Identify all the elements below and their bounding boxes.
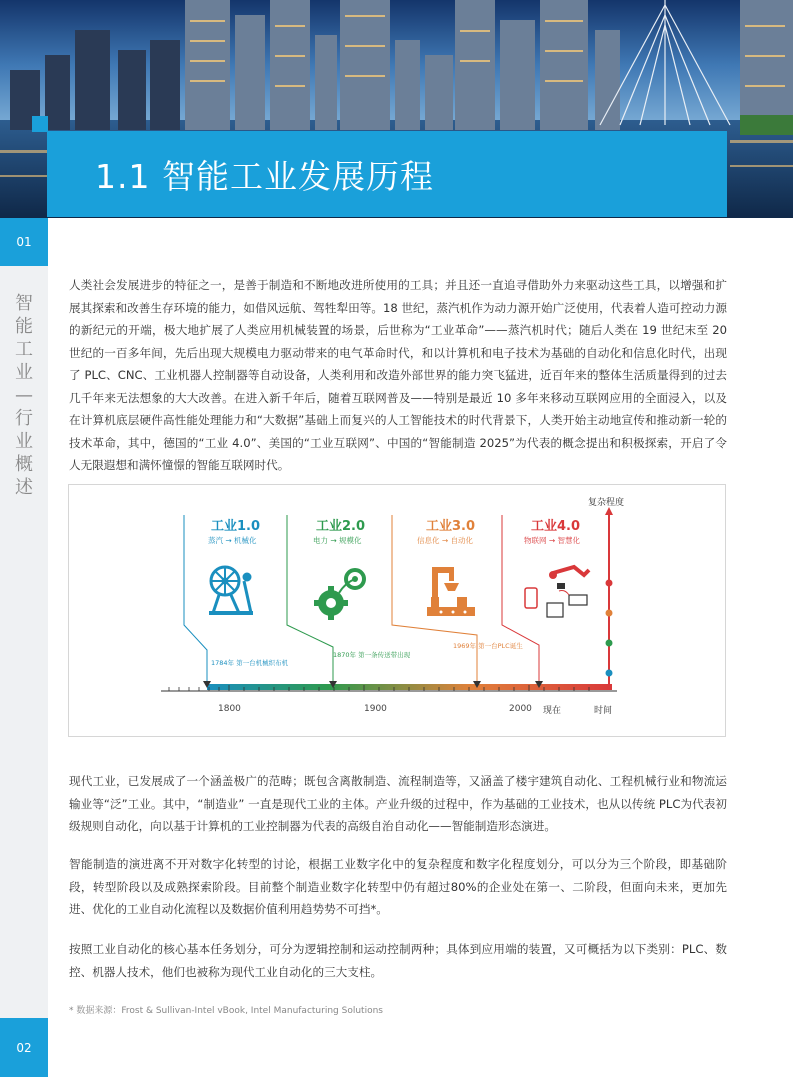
paragraph-intro: 人类社会发展进步的特征之一，是善于制造和不断地改进所使用的工具；并且还一直追寻借助外力来驱动这些工具，以增强和扩展其探索和改善生存环境的能力，如借风远航、驾牲犁田等。18 世纪，蒸汽机作为动力源开始广泛使用，代表着人造可控动力源的新纪元的开端，极大地扩展了人类应用机械装置的场景，后世称为“工业革命”——蒸汽机时代；随后人类在 19 世纪末至 20 世纪的一百多年间，先后出现大规模电力驱动带来的电气革命时代，和以计算机和电子技术为基础的自动化和信息化时代，出现了 PLC、CNC、工业机器人控制器等自动设备，人类利用和改造外部世界的能力突飞猛进，近百年来的整体生活质量得到的过去几千年来无法想象的大大改善。在进入新千年后，随着互联网普及——特别是最近 10 多年来移动互联网应用的全面浸入，以及在计算机底层硬件高性能处理能力和“大数据”基础上而复兴的人工智能技术的时代背景下，人类开始主动地宣传和推动新一轮的技术革命，其中，德国的“工业 4.0”、美国的“工业互联网”、中国的“智能制造 2025”为代表的概念提出和积极探索，开启了令人无限遐想和满怀憧憬的智能互联网时代。 — [69, 278, 727, 472]
paragraph-automation-pillars: 按照工业自动化的核心基本任务划分，可分为逻辑控制和运动控制两种；具体到应用端的装置，又可概括为以下类别：PLC、数控、机器人技术，他们也被称为现代工业自动化的三大支柱。 — [69, 942, 727, 979]
x-axis-label: 时间 — [594, 706, 613, 716]
now-label: 现在 — [543, 706, 562, 716]
era1-connector — [184, 515, 207, 683]
timeline-band — [207, 684, 612, 690]
section-label: 智能工业—行业概述 — [15, 293, 33, 498]
gears-icon — [314, 570, 364, 620]
spinning-wheel-icon — [209, 567, 253, 615]
y-axis-dot-4 — [606, 580, 613, 587]
era1-title: 工业1.0 — [211, 519, 261, 534]
era2-event: 1870年 第一条传送带出现 — [333, 651, 411, 659]
industry-timeline-figure — [68, 484, 726, 737]
page-number-bottom: 02 — [0, 1018, 48, 1077]
year-1800: 1800 — [218, 704, 241, 714]
y-axis-arrow — [605, 507, 613, 515]
year-1900: 1900 — [364, 704, 387, 714]
robot-arm-icon — [427, 567, 475, 616]
era1-subtitle: 蒸汽 → 机械化 — [208, 536, 257, 545]
iot-devices-icon — [525, 567, 589, 617]
era3-event: 1969年 第一台PLC诞生 — [453, 642, 523, 650]
title-box — [47, 131, 727, 217]
y-axis-label: 复杂程度 — [588, 498, 625, 508]
era2-title: 工业2.0 — [316, 519, 366, 534]
page-number-top: 01 — [0, 218, 48, 266]
y-axis-dot-1 — [606, 670, 613, 677]
era3-title: 工业3.0 — [426, 519, 476, 534]
era1-event: 1784年 第一台机械织布机 — [211, 659, 289, 667]
era4-subtitle: 物联网 → 智慧化 — [524, 536, 581, 545]
page-title: 1.1 智能工业发展历程 — [95, 157, 434, 196]
era2-subtitle: 电力 → 规模化 — [313, 536, 362, 545]
y-axis-dot-3 — [606, 610, 613, 617]
paragraph-modern-industry: 现代工业，已发展成了一个涵盖极广的范畴；既包含离散制造、流程制造等，又涵盖了楼宇建筑自动化、工程机械行业和物流运输业等“泛”工业。其中，“制造业” 一直是现代工业的主体。产业升级的过程中，作为基础的工业技术，也从以传统 PLC为代表初级规则自动化，向以基于计算机的工业控制器为代表的高级自治自动化——智能制造形态演进。 — [69, 774, 727, 833]
era4-title: 工业4.0 — [531, 519, 581, 534]
year-2000: 2000 — [509, 704, 532, 714]
y-axis-dot-2 — [606, 640, 613, 647]
timeline-graphic — [69, 485, 727, 738]
paragraph-digital-transformation: 智能制造的演进离不开对数字化转型的讨论，根据工业数字化中的复杂程度和数字化程度划分，可以分为三个阶段，即基础阶段，转型阶段以及成熟探索阶段。目前整个制造业数字化转型中仍有超过80%的企业处在第一、二阶段，但面向未来，更加先进、优化的工业自动化流程以及数据价值利用趋势势不可挡*。 — [69, 857, 727, 916]
footnote-source: * 数据来源：Frost & Sullivan-Intel vBook, Intel Manufacturing Solutions — [69, 1006, 383, 1016]
era3-subtitle: 信息化 → 自动化 — [417, 536, 474, 545]
title-accent-tab — [32, 116, 48, 132]
